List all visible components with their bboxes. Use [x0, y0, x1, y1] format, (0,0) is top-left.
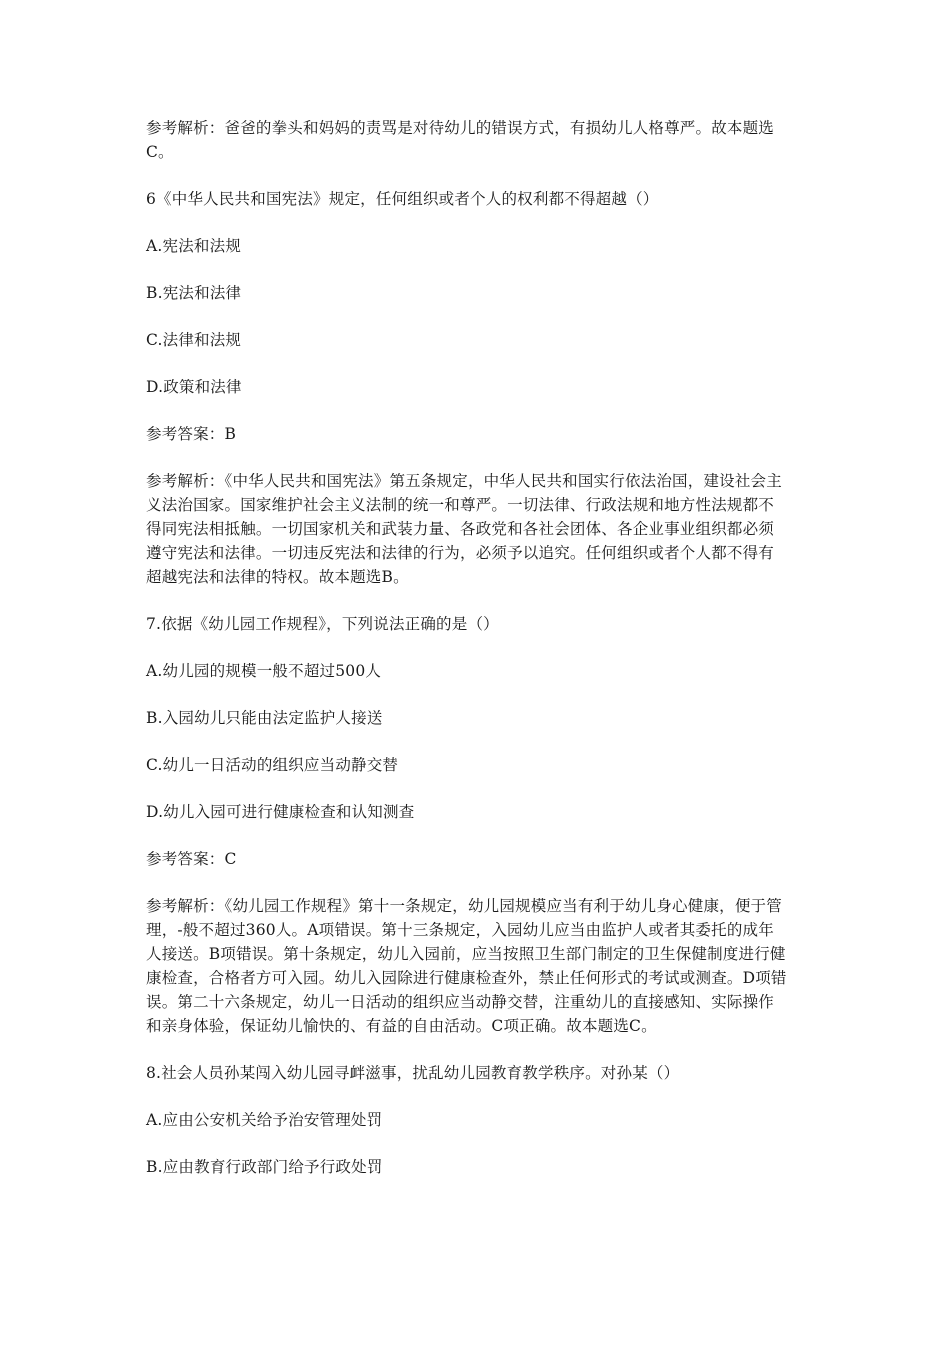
text-line: B.应由教育行政部门给予行政处罚	[146, 1158, 383, 1176]
text-line: A.幼儿园的规模一般不超过500人	[146, 662, 382, 680]
text-line: C.法律和法规	[146, 331, 242, 349]
option-text	[146, 281, 810, 305]
text-line: 和亲身体验，保证幼儿愉快的、有益的自由活动。C项正确。故本题选C。	[146, 1017, 657, 1035]
question-text	[146, 1061, 810, 1085]
text-line: A.应由公安机关给予治安管理处罚	[146, 1111, 383, 1129]
option-text	[146, 1108, 810, 1132]
analysis-paragraph	[146, 894, 810, 1038]
answer-text	[146, 422, 810, 446]
text-line: D.政策和法律	[146, 378, 242, 396]
text-line: 8.社会人员孙某闯入幼儿园寻衅滋事，扰乱幼儿园教育教学秩序。对孙某（）	[146, 1064, 680, 1082]
text-line: 人接送。B项错误。第十条规定，幼儿入园前，应当按照卫生部门制定的卫生保健制度进行健	[146, 945, 786, 963]
text-line: 参考解析：爸爸的拳头和妈妈的责骂是对待幼儿的错误方式，有损幼儿人格尊严。故本题选	[146, 119, 775, 137]
text-line: 参考解析：《中华人民共和国宪法》第五条规定，中华人民共和国实行依法治国，建设社会主	[146, 472, 782, 490]
option-text	[146, 753, 810, 777]
text-line: D.幼儿入园可进行健康检查和认知测查	[146, 803, 415, 821]
text-line: 参考解析：《幼儿园工作规程》第十一条规定，幼儿园规模应当有利于幼儿身心健康，便于管	[146, 897, 782, 915]
text-line: 康检查，合格者方可入园。幼儿入园除进行健康检查外，禁止任何形式的考试或测查。D项错	[146, 969, 787, 987]
text-line: C。	[146, 143, 174, 161]
analysis-paragraph	[146, 469, 810, 589]
option-text	[146, 800, 810, 824]
text-line: B.宪法和法律	[146, 284, 242, 302]
text-line: 误。第二十六条规定，幼儿一日活动的组织应当动静交替，注重幼儿的直接感知、实际操作	[146, 993, 775, 1011]
option-text	[146, 234, 810, 258]
answer-text	[146, 847, 810, 871]
option-text	[146, 659, 810, 683]
text-line: 义法治国家。国家维护社会主义法制的统一和尊严。一切法律、行政法规和地方性法规都不	[146, 496, 775, 514]
text-line: A.宪法和法规	[146, 237, 242, 255]
text-line: B.入园幼儿只能由法定监护人接送	[146, 709, 383, 727]
document-body	[146, 116, 810, 1202]
text-line: C.幼儿一日活动的组织应当动静交替	[146, 756, 399, 774]
option-text	[146, 1155, 810, 1179]
text-line: 参考答案：B	[146, 425, 237, 443]
text-line: 理，-般不超过360人。A项错误。第十三条规定，入园幼儿应当由监护人或者其委托的成年	[146, 921, 774, 939]
text-line: 超越宪法和法律的特权。故本题选B。	[146, 568, 409, 586]
option-text	[146, 706, 810, 730]
option-text	[146, 328, 810, 352]
text-line: 遵守宪法和法律。一切违反宪法和法律的行为，必须予以追究。任何组织或者个人都不得有	[146, 544, 775, 562]
option-text	[146, 375, 810, 399]
text-line: 6《中华人民共和国宪法》规定，任何组织或者个人的权利都不得超越（）	[146, 190, 659, 208]
analysis-paragraph	[146, 116, 810, 164]
text-line: 7.依据《幼儿园工作规程》，下列说法正确的是（）	[146, 615, 499, 633]
text-line: 得同宪法相抵触。一切国家机关和武装力量、各政党和各社会团体、各企业事业组织都必须	[146, 520, 775, 538]
text-line: 参考答案：C	[146, 850, 237, 868]
question-text	[146, 187, 810, 211]
question-text	[146, 612, 810, 636]
